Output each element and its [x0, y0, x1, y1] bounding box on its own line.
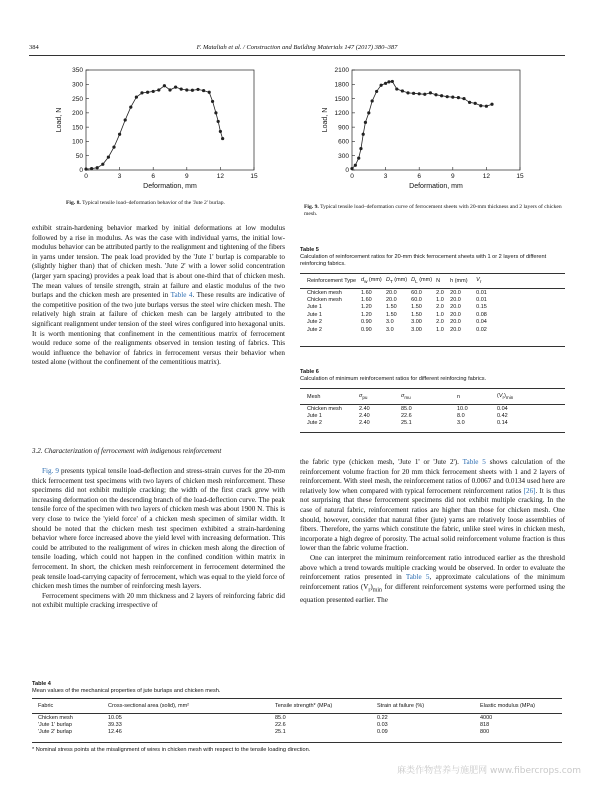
table5-header: $d_w$ (mm)	[361, 277, 382, 285]
table-cell: 0.14	[497, 420, 508, 427]
data-point	[490, 103, 493, 106]
data-point	[468, 101, 471, 104]
table4-link[interactable]: Table 4	[170, 291, 193, 300]
data-point	[129, 106, 132, 109]
data-point	[371, 99, 374, 102]
table-cell: 1.50	[411, 304, 422, 311]
table-cell: 1.0	[436, 311, 444, 318]
data-point	[350, 167, 353, 170]
left-column-text-2	[32, 467, 285, 611]
data-point	[152, 90, 155, 93]
table-cell: 20.0	[386, 297, 397, 304]
table6-bottom-rule	[300, 432, 565, 433]
data-point	[457, 96, 460, 99]
table5-caption-text: Calculation of reinforcement ratios for 20-mm thick ferrocement sheets with 1 or 2 layers of different reinforcing fabrics.	[300, 254, 547, 268]
fig9-chart	[318, 64, 540, 196]
table5-row	[305, 296, 489, 303]
data-point	[359, 147, 362, 150]
table-cell: 'Jute 1' burlap	[38, 722, 72, 729]
y-tick-label: 1500	[334, 95, 349, 103]
page-number: 384	[29, 44, 39, 51]
table6-row	[305, 420, 515, 427]
table5-row	[305, 311, 489, 318]
table6-header-row	[305, 392, 515, 402]
data-point	[440, 94, 443, 97]
table5-header: $D_T$ (mm)	[386, 277, 408, 285]
series-line	[86, 86, 223, 169]
data-point	[112, 146, 115, 149]
y-tick-label: 50	[75, 152, 83, 160]
ref-26-link[interactable]: [26]	[523, 486, 536, 495]
table5-bottom-rule	[300, 346, 565, 347]
table-cell: 20.0	[450, 304, 461, 311]
table6-caption-text: Calculation of minimum reinforcement ratios for different reinforcing fabrics.	[300, 376, 487, 383]
table5-header: h (mm)	[450, 278, 468, 284]
table-cell: 25.1	[401, 420, 412, 427]
table-cell: 0.03	[377, 722, 388, 729]
table5-header: $D_L$ (mm)	[411, 277, 433, 285]
fig8-caption	[66, 200, 276, 207]
data-point	[434, 93, 437, 96]
data-point	[217, 120, 220, 123]
data-point	[462, 97, 465, 100]
data-point	[157, 88, 160, 91]
left-paragraph-2: presents typical tensile load-deflection and stress-strain curves for the 20-mm thick ferrocement test specimens with two layers of chicken mesh reinforcement. These specimens did not exhibit multiple cracking; the width of the first crack grew with increasing deformation on the descending branch of the load-deflection curve. The peak tensile force of the specimen with two layers of chicken mesh was about 1900 N. This is very close to twice the 'yield force' of a chicken mesh specimen of similar width. It should be noted that the chicken mesh test specimen exhibited a strain-hardening behavior where force increased above the yield level with increasing deformation. This could be attributed to the realignment of wires in chicken mesh along the direction of tensile loading, which could not happen in the confined condition within matrix in ferrocement. In short, the chicken mesh reinforcement in ferrocement determined the peak tensile load-carrying capacity of ferrocement, which was equal to the yield force of chicken mesh times the number of reinforcing mesh layers.	[32, 467, 285, 591]
table6-header: n	[457, 394, 461, 400]
table-cell: 1.20	[361, 311, 372, 318]
table-cell: 25.1	[275, 729, 286, 736]
right-paragraph-2a: One can interpret the minimum reinforcement ratio introduced earlier as the threshold above which a trend towards multiple cracking would be observed. In order to evaluate the reinforcement ratios presented in	[300, 553, 565, 582]
table-cell: 22.6	[401, 413, 412, 420]
table4-row	[36, 729, 537, 736]
table-cell: 2.0	[436, 289, 444, 296]
table5-top-rule	[300, 273, 565, 274]
table-cell: 0.01	[476, 289, 487, 296]
table-cell: 85.0	[401, 405, 412, 412]
x-tick-label: 0	[350, 173, 354, 180]
table-cell: 20.0	[450, 289, 461, 296]
data-point	[140, 91, 143, 94]
data-point	[118, 133, 121, 136]
data-point	[202, 89, 205, 92]
table-cell: 1.60	[361, 297, 372, 304]
table-cell: 60.0	[411, 289, 422, 296]
table6-row	[305, 412, 515, 419]
table4-caption	[32, 681, 562, 695]
table5-header: Reinforcement Type	[307, 278, 357, 284]
data-point	[387, 80, 390, 83]
table5-header: $V_r$	[476, 277, 482, 285]
data-point	[214, 111, 217, 114]
table5-caption	[300, 247, 565, 269]
data-point	[391, 80, 394, 83]
table-cell: 1.50	[411, 311, 422, 318]
table4-label: Table 4	[32, 681, 51, 687]
data-point	[406, 91, 409, 94]
table-cell: 0.02	[476, 326, 487, 333]
table-cell: 1.50	[386, 311, 397, 318]
table4-header: Elastic modulus (MPa)	[480, 703, 536, 709]
table5-label: Table 5	[300, 247, 319, 253]
y-tick-label: 150	[72, 124, 83, 132]
table6-caption	[300, 369, 565, 383]
table5-header-rule	[300, 288, 565, 289]
table-cell: 2.40	[359, 405, 370, 412]
data-point	[412, 92, 415, 95]
data-point	[380, 84, 383, 87]
left-paragraph-3: Ferrocement specimens with 20 mm thickness and 2 layers of reinforcing fabric did not exhibit multiple cracking irrespective of	[32, 591, 285, 610]
table-cell: 3.0	[386, 319, 394, 326]
table-cell: 3.00	[411, 326, 422, 333]
table4-header: Fabric	[38, 703, 54, 709]
data-point	[354, 164, 357, 167]
table-cell: 2.0	[436, 319, 444, 326]
data-point	[364, 121, 367, 124]
header-rule	[29, 55, 565, 56]
y-tick-label: 250	[72, 95, 83, 103]
x-tick-label: 9	[184, 173, 189, 180]
data-point	[146, 91, 149, 94]
plot-frame	[86, 70, 254, 170]
table5-row	[305, 326, 489, 333]
data-point	[180, 88, 183, 91]
fig9-link[interactable]: Fig. 9	[42, 467, 59, 475]
x-tick-label: 12	[216, 173, 225, 180]
table-cell: 10.0	[457, 405, 468, 412]
table6-header-rule	[300, 404, 565, 405]
table-cell: 800	[480, 729, 490, 736]
table5-row	[305, 319, 489, 326]
table5-header-row	[305, 276, 489, 286]
table6-header: $(V_r)_{min}$	[497, 393, 514, 401]
section-heading: 3.2. Characterization of ferrocement with indigenous reinforcement	[32, 447, 222, 455]
table4-header-row	[36, 701, 537, 711]
table-cell: 0.90	[361, 326, 372, 333]
table-cell: 1.0	[436, 326, 444, 333]
data-point	[221, 137, 224, 140]
table-cell: 0.90	[361, 319, 372, 326]
x-tick-label: 6	[151, 173, 156, 180]
data-point	[474, 102, 477, 105]
table-cell: 20.0	[450, 319, 461, 326]
table-cell: 2.40	[359, 420, 370, 427]
table6-header: Mesh	[307, 394, 321, 400]
table-cell: 818	[480, 722, 490, 729]
data-point	[384, 82, 387, 85]
table-cell: 8.0	[457, 413, 465, 420]
table-cell: 20.0	[386, 289, 397, 296]
right-paragraph-2b: , approximate calculations of the minimum reinforcement ratios (V	[300, 573, 565, 591]
table-cell: Jute 2	[307, 319, 322, 326]
table4-header: Cross-sectional area (solid), mm²	[108, 703, 189, 709]
table-cell: 0.15	[476, 304, 487, 311]
data-point	[367, 111, 370, 114]
data-point	[107, 156, 110, 159]
table4-header: Strain at failure (%)	[377, 703, 425, 709]
table-cell: Chicken mesh	[307, 405, 342, 412]
table-cell: 0.04	[497, 405, 508, 412]
data-point	[185, 88, 188, 91]
watermark: 麻类作物营养与施肥网 www.fibercrops.com	[397, 766, 581, 776]
data-point	[423, 93, 426, 96]
data-point	[174, 86, 177, 89]
y-tick-label: 2100	[334, 67, 349, 75]
data-point	[90, 167, 93, 170]
table6-top-rule	[300, 388, 565, 389]
table5-link-2[interactable]: Table 5	[405, 573, 430, 582]
table4-row	[36, 721, 537, 728]
x-tick-label: 6	[417, 173, 422, 180]
data-point	[219, 130, 222, 133]
data-point	[401, 89, 404, 92]
table-cell: 39.33	[108, 722, 122, 729]
table-cell: 3.00	[411, 319, 422, 326]
table-cell: 0.08	[476, 311, 487, 318]
y-tick-label: 300	[338, 152, 349, 160]
data-point	[418, 92, 421, 95]
table-cell: Chicken mesh	[307, 289, 342, 296]
table-cell: 'Jute 2' burlap	[38, 729, 72, 736]
table-cell: 2.40	[359, 413, 370, 420]
page-header	[29, 44, 565, 56]
data-point	[211, 100, 214, 103]
data-point	[84, 168, 87, 171]
right-column-text: the fabric type (chicken mesh, 'Jute 1' or 'Jute 2'). Table 5 shows calculation of the reinforcement volume fraction for 20 mm thick ferrocement sheets with 1 and 2 layers of reinforcement. With steel mesh, the reinforcement ratios of 0.0067 and 0.0134 used here are relatively low when compared with typical ferrocement reinforcement ratios [26]. It is thus not surprising that these ferrocement specimens did not exhibit multiple cracking. In the case of natural fabric, reinforcement ratios are higher than those for chicken mesh. One should, however, consider that natural fiber (jute) yarns are relatively loose assemblies of fibers. Therefore, the yarns which constitute the fabric, unlike steel wires in chicken mesh, incorporate a high degree of porosity. The actual solid reinforcement volume fraction is thus lower than the fabric volume fraction. One can interpret the minimum reinforcement ratio introduced earlier as the threshold above which a trend towards multiple cracking would be observed. In order to evaluate the reinforcement ratios presented in Table 5, approximate calculations of the minimum reinforcement ratios $(V_r)_{min}$ for different reinforcement systems were performed using the equation presented earlier. The	[300, 458, 566, 604]
plot-frame	[352, 70, 520, 170]
table-cell: 1.0	[436, 297, 444, 304]
data-point	[451, 96, 454, 99]
series-line	[352, 81, 492, 168]
x-tick-label: 15	[516, 173, 524, 180]
table4-bottom-rule	[32, 742, 562, 743]
x-axis-label: Deformation, mm	[409, 183, 463, 190]
fig9-caption-label: Fig. 9.	[304, 204, 319, 210]
table-cell: 0.09	[377, 729, 388, 736]
data-point	[101, 163, 104, 166]
table-cell: 4000	[480, 714, 493, 721]
fig8-chart	[52, 64, 274, 196]
y-axis-label: Load, N	[322, 107, 329, 133]
fig8-caption-text: Typical tensile load–deformation behavior of the 'Jute 2' burlap.	[82, 200, 225, 206]
fig8-caption-label: Fig. 8.	[66, 200, 81, 206]
data-point	[357, 156, 360, 159]
table4-caption-text: Mean values of the mechanical properties of jute burlaps and chicken mesh.	[32, 688, 221, 695]
data-point	[196, 88, 199, 91]
table-cell: 12.46	[108, 729, 122, 736]
table5-row	[305, 304, 489, 311]
table-cell: Chicken mesh	[38, 714, 73, 721]
y-tick-label: 900	[338, 124, 349, 132]
x-tick-label: 12	[482, 173, 491, 180]
table4-footnote: * Nominal stress points at the misalignment of wires in chicken mesh with respect to the tensile loading direction.	[32, 747, 311, 753]
data-point	[429, 91, 432, 94]
left-column-text	[32, 224, 285, 368]
table5-header: N	[436, 278, 441, 284]
data-point	[395, 87, 398, 90]
fig9-caption-text: Typical tensile load–deformation curve of ferrocement sheets with 20-mm thickness and 2 layers of chicken mesh.	[304, 204, 562, 217]
y-tick-label: 300	[72, 81, 83, 89]
table-cell: 1.20	[361, 304, 372, 311]
table5-link[interactable]: Table 5	[462, 458, 486, 466]
data-point	[96, 166, 99, 169]
data-point	[485, 105, 488, 108]
y-tick-label: 0	[79, 167, 83, 175]
table-cell: 0.01	[476, 297, 487, 304]
data-point	[479, 104, 482, 107]
x-tick-label: 3	[383, 173, 388, 180]
data-point	[362, 133, 365, 136]
right-paragraph-1c: . It is thus not surprising that these ferrocement specimens did not exhibit multiple cracking. In the case of natural fabric, reinforcement ratios are higher than those for chicken mesh. One should, however, consider that natural fiber (jute) yarns are relatively loose assemblies of fibers. Therefore, the yarns which constitute the fabric, unlike steel wires in chicken mesh, incorporate a high degree of porosity. The actual solid reinforcement volume fraction is thus lower than the fabric volume fraction.	[300, 486, 565, 553]
data-point	[124, 118, 127, 121]
fig9-caption	[304, 204, 566, 218]
table5	[305, 276, 489, 333]
data-point	[375, 90, 378, 93]
table6-header: $\sigma_{pu}$	[359, 393, 368, 401]
table-cell: 2.0	[436, 304, 444, 311]
table-cell: Jute 2	[307, 326, 322, 333]
table-cell: 3.0	[386, 326, 394, 333]
left-paragraph-1: exhibit strain-hardening behavior marked by initial deformations at low modulus followed by a rise in modulus. As was the case with individual yarns, the initial low-modulus behavior can be attributed partly to the realignment and tightening of the fibers in yarns under tension. The peak load provided by the 'Jute 1' burlap is comparable to (slightly higher than) that of chicken mesh. 'Jute 2' with a lower solid concentration (larger yarn spacing) provides a peak load that is about one-third that of chicken mesh. The mean values of tensile strength, strain at failure and elastic modulus of the two burlaps and the chicken mesh are presented in	[32, 224, 285, 300]
table4-top-rule	[32, 698, 562, 699]
x-tick-label: 15	[250, 173, 258, 180]
table6-label: Table 6	[300, 369, 319, 375]
table-cell: Jute 1	[307, 413, 322, 420]
table4-header-rule	[32, 713, 562, 714]
y-tick-label: 1200	[334, 110, 349, 118]
y-tick-label: 350	[72, 67, 83, 75]
data-point	[208, 91, 211, 94]
table-cell: 3.0	[457, 420, 465, 427]
table-cell: 1.60	[361, 289, 372, 296]
journal-citation: F. Mataliah et al. / Construction and Building Materials 147 (2017) 380–387	[196, 44, 398, 51]
table-cell: Jute 1	[307, 311, 322, 318]
table-cell: Jute 1	[307, 304, 322, 311]
table-cell: 0.04	[476, 319, 487, 326]
right-paragraph-2c: for different reinforcement systems were performed using the equation presented earlier. The	[300, 582, 566, 604]
y-tick-label: 1800	[334, 81, 349, 89]
table6	[305, 392, 515, 427]
data-point	[163, 84, 166, 87]
table-cell: Jute 2	[307, 420, 322, 427]
y-tick-label: 0	[345, 167, 349, 175]
y-tick-label: 100	[72, 138, 83, 146]
table-cell: 20.0	[450, 297, 461, 304]
table-cell: 60.0	[411, 297, 422, 304]
x-tick-label: 0	[84, 173, 88, 180]
table4-header: Tensile strength* (MPa)	[275, 703, 333, 709]
left-paragraph-1-tail: . These results are indicative of the competitive position of the two jute burlaps versus the steel wire chicken mesh. The relatively high strain at failure of chicken mesh can be largely attributed to the significant realignment under tension of the steel wires configured into hexagonal units. It is worth mentioning that confinement in the cementitious matrix of ferrocement would reduce some of the realignments observed in tension testing of fabrics. This would influence the behavior of fabrics in ferrocement versus their behavior when tested alone (without the confinement of the cementitious matrix).	[32, 291, 285, 367]
right-paragraph-1a: the fabric type (chicken mesh, 'Jute 1' or 'Jute 2').	[300, 458, 459, 466]
table-cell: 22.6	[275, 722, 286, 729]
x-axis-label: Deformation, mm	[143, 183, 197, 190]
data-point	[135, 96, 138, 99]
table-cell: Chicken mesh	[307, 297, 342, 304]
table-cell: 85.0	[275, 714, 286, 721]
table6-header: $\sigma_{mu}$	[401, 393, 411, 401]
table-cell: 0.42	[497, 413, 508, 420]
table-cell: 0.22	[377, 714, 388, 721]
x-tick-label: 3	[117, 173, 122, 180]
right-paragraph-1b: shows calculation of the reinforcement volume fraction for 20 mm thick ferrocement sheets with 1 and 2 layers of reinforcement. With steel mesh, the reinforcement ratios of 0.0067 and 0.0134 used here are relatively low when compared with typical ferrocement reinforcement ratios	[300, 458, 565, 495]
y-axis-label: Load, N	[56, 107, 63, 133]
y-tick-label: 200	[72, 110, 83, 118]
table-cell: 20.0	[450, 311, 461, 318]
vr-subscript: r	[368, 587, 371, 594]
data-point	[191, 89, 194, 92]
table-cell: 1.50	[386, 304, 397, 311]
table-cell: 20.0	[450, 326, 461, 333]
data-point	[168, 88, 171, 91]
table4	[36, 701, 537, 736]
y-tick-label: 600	[338, 138, 349, 146]
x-tick-label: 9	[450, 173, 455, 180]
data-point	[446, 95, 449, 98]
table-cell: 10.05	[108, 714, 122, 721]
min-subscript: min	[372, 587, 383, 594]
